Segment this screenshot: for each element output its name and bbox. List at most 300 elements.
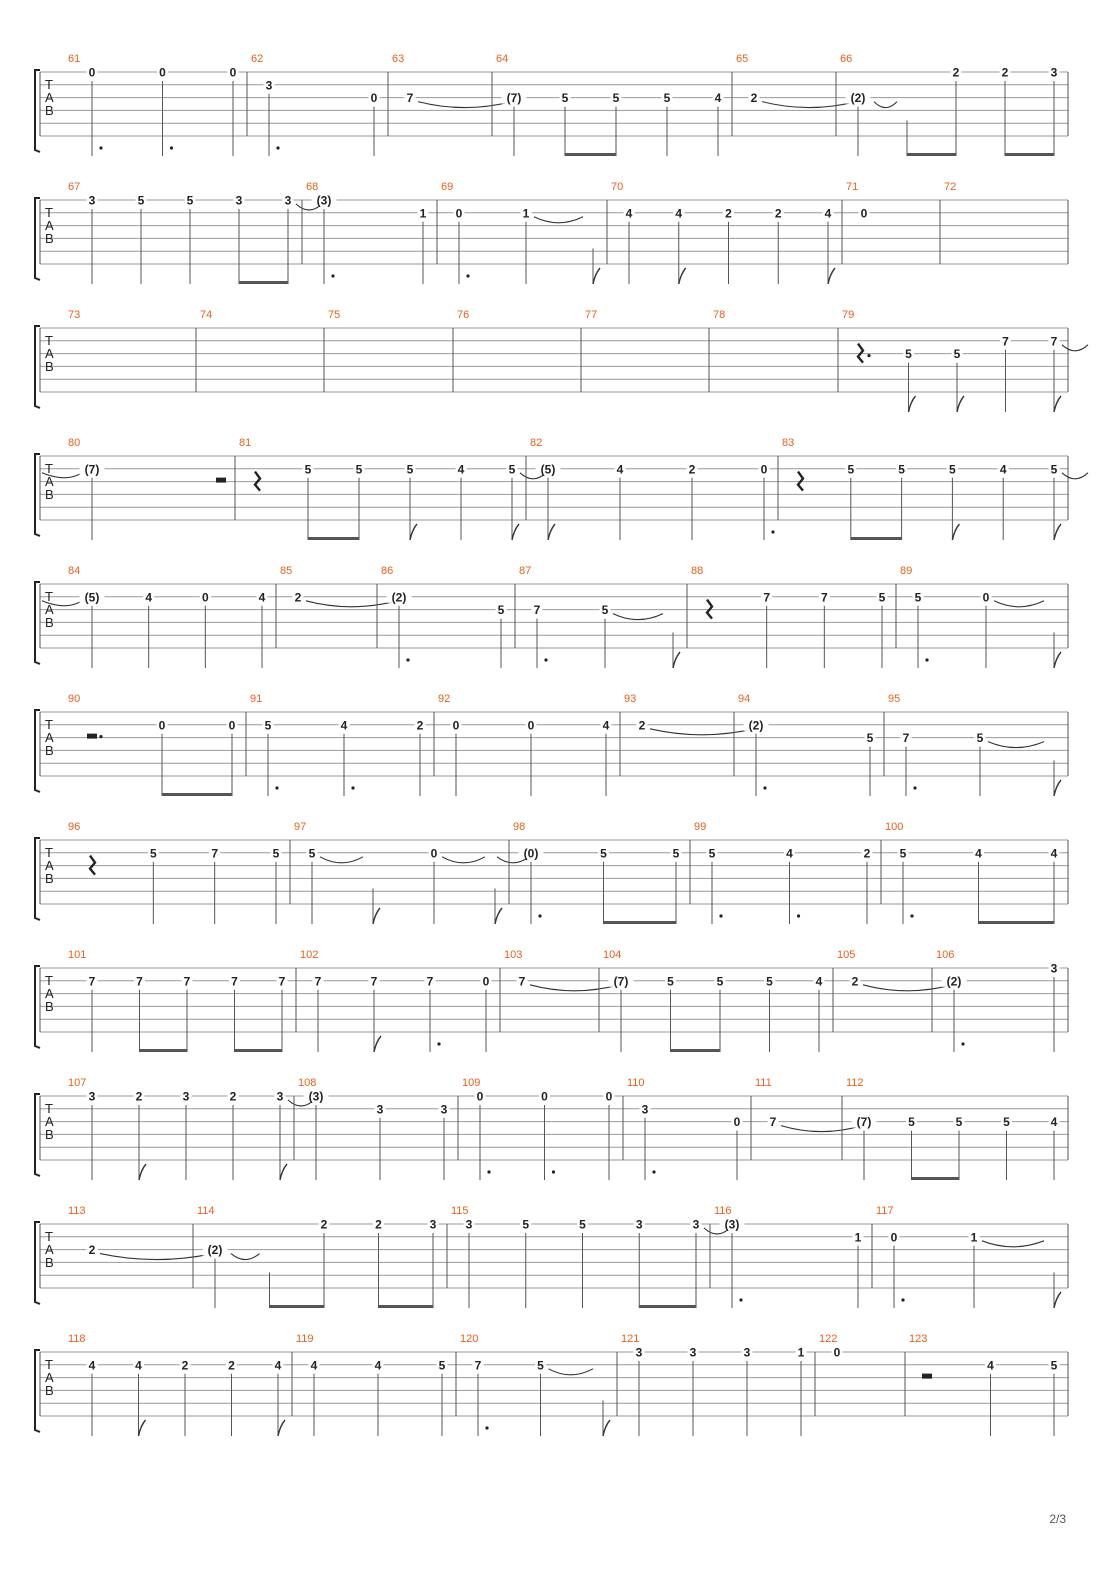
rhythm-dot <box>487 1170 490 1173</box>
tie <box>863 985 952 991</box>
measure-number: 71 <box>846 181 859 193</box>
fret-number: 5 <box>1050 462 1058 477</box>
tie <box>982 1241 1044 1247</box>
fret-number: (7) <box>506 91 522 106</box>
system-bracket <box>35 454 40 536</box>
rhythm-dot <box>437 1042 440 1045</box>
rest-half <box>922 1374 932 1379</box>
tab-system-svg <box>0 309 1110 442</box>
measure-number: 65 <box>736 53 749 65</box>
fret-number: 5 <box>406 462 414 477</box>
fret-number: 5 <box>264 718 272 733</box>
fret-number: 3 <box>376 1102 384 1117</box>
fret-number: 5 <box>508 462 516 477</box>
fret-number: 5 <box>708 846 716 861</box>
tab-clef-letter: A <box>45 1242 54 1257</box>
fret-number: 7 <box>136 974 143 989</box>
tab-system-svg <box>0 1205 1110 1338</box>
tab-system-svg <box>0 693 1110 826</box>
fret-number: 4 <box>1050 1115 1058 1130</box>
measure-number: 117 <box>876 1205 894 1217</box>
fret-number: 5 <box>537 1358 544 1373</box>
measure-number: 112 <box>846 1077 864 1089</box>
measure-number: 84 <box>68 565 81 577</box>
fret-number: 1 <box>970 1230 978 1245</box>
fret-number: 0 <box>605 1089 613 1104</box>
fret-number: 4 <box>786 846 793 861</box>
tab-system <box>0 181 1110 314</box>
fret-number: 3 <box>743 1345 751 1360</box>
measure-number: 98 <box>513 821 526 833</box>
tab-system-svg <box>0 437 1110 570</box>
tie <box>549 1369 594 1375</box>
fret-number: 2 <box>135 1089 143 1104</box>
fret-number: 5 <box>561 91 569 106</box>
measure-number: 67 <box>68 181 81 193</box>
fret-number: 0 <box>370 91 378 106</box>
fret-number: 5 <box>672 846 680 861</box>
fret-number: 4 <box>135 1358 142 1373</box>
tab-clef-letter: T <box>45 461 53 476</box>
fret-number: 1 <box>797 1345 805 1360</box>
rhythm-dot <box>170 146 173 149</box>
measure-number: 85 <box>280 565 293 577</box>
measure-number: 61 <box>68 53 81 65</box>
fret-number: 1 <box>854 1230 862 1245</box>
measure-number: 90 <box>68 693 81 705</box>
fret-number: 0 <box>982 590 990 605</box>
fret-number: 5 <box>847 462 855 477</box>
tab-clef-letter: T <box>45 973 53 988</box>
fret-number: 5 <box>438 1358 446 1373</box>
fret-number: 4 <box>274 1358 282 1373</box>
fret-number: 3 <box>635 1345 643 1360</box>
tab-system-svg <box>0 949 1110 1082</box>
fret-number: 5 <box>914 590 922 605</box>
tab-clef-letter: T <box>45 717 53 732</box>
rest-quarter <box>707 600 712 619</box>
tab-system <box>0 1077 1110 1210</box>
tab-clef-letter: B <box>45 103 54 118</box>
rhythm-dot <box>275 786 278 789</box>
fret-number: 2 <box>416 718 424 733</box>
measure-number: 99 <box>694 821 707 833</box>
fret-number: 3 <box>182 1089 190 1104</box>
note-flag <box>952 524 959 540</box>
fret-number: 5 <box>955 1115 963 1130</box>
tab-clef-letter: B <box>45 615 54 630</box>
fret-number: (7) <box>84 462 100 477</box>
note-flag <box>280 1164 287 1180</box>
measure-number: 93 <box>624 693 637 705</box>
fret-number: 0 <box>201 590 209 605</box>
tab-clef-letter: T <box>45 589 53 604</box>
fret-number: (3) <box>308 1089 324 1104</box>
rhythm-dot <box>719 914 722 917</box>
fret-number: 5 <box>355 462 363 477</box>
tab-clef-letter: A <box>45 90 54 105</box>
system-bracket <box>35 966 40 1048</box>
fret-number: 2 <box>638 718 646 733</box>
note-flag <box>374 1036 381 1052</box>
measure-number: 83 <box>782 437 795 449</box>
fret-number: 7 <box>533 603 541 618</box>
fret-number: 0 <box>860 206 868 221</box>
fret-number: 2 <box>688 462 696 477</box>
fret-number: 3 <box>692 1217 700 1232</box>
fret-number: 5 <box>1003 1115 1010 1130</box>
measure-number: 100 <box>885 821 904 833</box>
note-flag <box>139 1164 146 1180</box>
fret-number: 5 <box>716 974 724 989</box>
tab-system <box>0 949 1110 1082</box>
fret-number: 5 <box>149 846 157 861</box>
note-flag <box>139 1420 146 1436</box>
tie <box>320 857 363 863</box>
measure-number: 82 <box>530 437 543 449</box>
measure-number: 64 <box>496 53 509 65</box>
measure-number: 88 <box>691 565 704 577</box>
system-bracket <box>35 70 40 152</box>
measure-number: 110 <box>627 1077 645 1089</box>
measure-number: 122 <box>819 1333 838 1345</box>
measure-number: 94 <box>738 693 751 705</box>
system-bracket <box>35 1222 40 1304</box>
fret-number: 0 <box>228 718 236 733</box>
fret-number: 0 <box>833 1345 841 1360</box>
rhythm-dot <box>99 146 102 149</box>
tab-clef-letter: T <box>45 77 53 92</box>
fret-number: 4 <box>88 1358 96 1373</box>
tab-clef-letter: A <box>45 218 54 233</box>
tab-clef-letter: B <box>45 871 54 886</box>
fret-number: 7 <box>88 974 96 989</box>
measure-number: 66 <box>840 53 853 65</box>
tab-clef-letter: A <box>45 602 54 617</box>
fret-number: 7 <box>474 1358 482 1373</box>
fret-number: 4 <box>714 91 722 106</box>
fret-number: 4 <box>145 590 153 605</box>
fret-number: 4 <box>457 462 465 477</box>
rhythm-dot <box>538 914 541 917</box>
tab-clef-letter: B <box>45 359 54 374</box>
fret-number: 7 <box>370 974 378 989</box>
fret-number: 0 <box>229 65 237 80</box>
measure-number: 79 <box>842 309 855 321</box>
note-flag <box>603 1420 610 1436</box>
tab-system-svg <box>0 1333 1110 1466</box>
rhythm-dot <box>331 274 334 277</box>
tie <box>988 742 1044 748</box>
fret-number: 4 <box>1050 846 1058 861</box>
measure-number: 74 <box>200 309 213 321</box>
tie <box>100 1254 213 1260</box>
tie <box>613 614 663 620</box>
rhythm-dot <box>466 274 469 277</box>
tie <box>650 729 754 735</box>
measure-number: 108 <box>298 1077 317 1089</box>
rhythm-dot <box>276 146 279 149</box>
fret-number: 2 <box>320 1217 328 1232</box>
measure-number: 78 <box>713 309 726 321</box>
fret-number: 7 <box>518 974 526 989</box>
fret-number: 0 <box>760 462 768 477</box>
rhythm-dot <box>961 1042 964 1045</box>
fret-number: 2 <box>725 206 732 221</box>
rhythm-dot <box>544 658 547 661</box>
fret-number: (2) <box>946 974 962 989</box>
system-bracket <box>35 838 40 920</box>
measure-number: 111 <box>755 1077 772 1089</box>
system-bracket <box>35 710 40 792</box>
fret-number: 4 <box>374 1358 382 1373</box>
rhythm-dot <box>406 658 409 661</box>
fret-number: 5 <box>308 846 316 861</box>
tab-system-svg <box>0 1077 1110 1210</box>
note-flag <box>1054 1292 1061 1308</box>
page-number: 2/3 <box>1049 1512 1066 1526</box>
tab-system <box>0 437 1110 570</box>
rhythm-dot <box>351 786 354 789</box>
note-flag <box>679 268 686 284</box>
fret-number: 2 <box>774 206 782 221</box>
note-flag <box>828 268 835 284</box>
fret-number: 5 <box>663 91 671 106</box>
tie <box>534 217 583 223</box>
note-flag <box>410 524 417 540</box>
rhythm-dot <box>739 1298 742 1301</box>
fret-number: 5 <box>601 603 609 618</box>
fret-number: 5 <box>612 91 620 106</box>
rhythm-dot <box>652 1170 655 1173</box>
fret-number: 4 <box>602 718 610 733</box>
fret-number: 0 <box>430 846 438 861</box>
rhythm-dot <box>771 530 774 533</box>
fret-number: 3 <box>1050 65 1058 80</box>
fret-number: 1 <box>419 206 427 221</box>
measure-number: 109 <box>462 1077 481 1089</box>
fret-number: 4 <box>975 846 982 861</box>
fret-number: (2) <box>391 590 407 605</box>
measure-number: 115 <box>451 1205 469 1217</box>
fret-number: (0) <box>523 846 539 861</box>
measure-number: 81 <box>239 437 252 449</box>
measure-number: 63 <box>392 53 405 65</box>
fret-number: 2 <box>294 590 302 605</box>
fret-number: 5 <box>137 193 145 208</box>
tie <box>762 102 856 108</box>
fret-number: 2 <box>181 1358 189 1373</box>
measure-number: 75 <box>328 309 341 321</box>
measure-number: 105 <box>837 949 856 961</box>
tab-system <box>0 821 1110 954</box>
tab-system <box>0 53 1110 186</box>
measure-number: 96 <box>68 821 81 833</box>
tab-system <box>0 1333 1110 1466</box>
fret-number: 7 <box>902 731 910 746</box>
fret-number: 5 <box>272 846 280 861</box>
note-flag <box>1054 396 1061 412</box>
fret-number: 0 <box>541 1089 548 1104</box>
measure-number: 116 <box>714 1205 732 1217</box>
fret-number: 3 <box>88 193 96 208</box>
fret-number: (5) <box>540 462 556 477</box>
fret-number: 3 <box>465 1217 473 1232</box>
system-bracket <box>35 326 40 408</box>
measure-number: 123 <box>909 1333 928 1345</box>
note-flag <box>1054 780 1061 796</box>
fret-number: 5 <box>908 1115 915 1130</box>
rest-quarter <box>90 856 95 875</box>
fret-number: 2 <box>863 846 871 861</box>
measure-number: 120 <box>460 1333 479 1345</box>
fret-number: 7 <box>1002 334 1009 349</box>
fret-number: 0 <box>733 1115 741 1130</box>
fret-number: 3 <box>265 78 273 93</box>
rhythm-dot <box>797 914 800 917</box>
tie <box>530 985 619 991</box>
measure-number: 77 <box>585 309 598 321</box>
tab-clef-letter: B <box>45 743 54 758</box>
measure-number: 76 <box>457 309 470 321</box>
measure-number: 68 <box>306 181 319 193</box>
rhythm-dot <box>910 914 913 917</box>
tie <box>781 1126 862 1132</box>
fret-number: 7 <box>406 91 414 106</box>
tab-clef-letter: A <box>45 986 54 1001</box>
note-flag <box>278 1420 285 1436</box>
measure-number: 69 <box>441 181 454 193</box>
measure-number: 104 <box>603 949 622 961</box>
fret-number: 0 <box>482 974 490 989</box>
tab-clef-letter: B <box>45 1255 54 1270</box>
measure-number: 106 <box>936 949 955 961</box>
measure-number: 119 <box>296 1333 314 1345</box>
rhythm-dot <box>763 786 766 789</box>
rhythm-dot <box>913 786 916 789</box>
system-bracket <box>35 1350 40 1432</box>
tab-clef-letter: T <box>45 1229 53 1244</box>
fret-number: 4 <box>675 206 683 221</box>
fret-number: 7 <box>183 974 191 989</box>
measure-number: 95 <box>888 693 901 705</box>
tab-system-svg <box>0 181 1110 314</box>
fret-number: 2 <box>1001 65 1009 80</box>
fret-number: 7 <box>211 846 219 861</box>
tab-system <box>0 693 1110 826</box>
fret-number: 2 <box>228 1358 235 1373</box>
rhythm-dot <box>925 658 928 661</box>
note-flag <box>373 908 380 924</box>
fret-number: 5 <box>579 1217 586 1232</box>
fret-number: 5 <box>1050 1358 1058 1373</box>
measure-number: 101 <box>68 949 87 961</box>
fret-number: 2 <box>229 1089 237 1104</box>
fret-number: 4 <box>258 590 266 605</box>
fret-number: 5 <box>667 974 674 989</box>
fret-number: 5 <box>766 974 773 989</box>
measure-number: 118 <box>68 1333 86 1345</box>
fret-number: 2 <box>851 974 859 989</box>
tie <box>874 102 897 108</box>
fret-number: 5 <box>497 603 505 618</box>
note-flag <box>495 908 502 924</box>
tie <box>442 857 485 863</box>
fret-number: 0 <box>476 1089 484 1104</box>
tab-clef-letter: B <box>45 1127 54 1142</box>
note-flag <box>957 396 964 412</box>
rest-half <box>216 478 226 483</box>
fret-number: 7 <box>763 590 771 605</box>
tab-system <box>0 1205 1110 1338</box>
fret-number: 4 <box>616 462 624 477</box>
tie <box>1062 473 1088 479</box>
fret-number: 0 <box>890 1230 898 1245</box>
measure-number: 87 <box>519 565 532 577</box>
measure-number: 62 <box>251 53 264 65</box>
tab-system-svg <box>0 565 1110 698</box>
fret-number: 0 <box>88 65 96 80</box>
measure-number: 72 <box>944 181 957 193</box>
system-bracket <box>35 1094 40 1176</box>
tab-system <box>0 309 1110 442</box>
fret-number: 3 <box>1050 961 1058 976</box>
fret-number: 3 <box>689 1345 697 1360</box>
tie <box>1062 345 1088 351</box>
fret-number: 3 <box>641 1102 649 1117</box>
note-flag <box>673 652 680 668</box>
fret-number: 3 <box>635 1217 643 1232</box>
fret-number: 4 <box>815 974 823 989</box>
fret-number: 5 <box>522 1217 530 1232</box>
fret-number: 0 <box>452 718 460 733</box>
tie <box>231 1254 260 1260</box>
fret-number: 4 <box>625 206 633 221</box>
fret-number: 3 <box>429 1217 437 1232</box>
fret-number: 3 <box>235 193 243 208</box>
fret-number: 0 <box>159 65 166 80</box>
tab-clef-letter: T <box>45 205 53 220</box>
tab-clef-letter: T <box>45 1101 53 1116</box>
fret-number: 2 <box>88 1243 96 1258</box>
measure-number: 121 <box>621 1333 640 1345</box>
fret-number: 5 <box>304 462 312 477</box>
fret-number: 3 <box>284 193 292 208</box>
tab-system-svg <box>0 821 1110 954</box>
fret-number: 3 <box>440 1102 448 1117</box>
fret-number: 5 <box>953 347 961 362</box>
rest-half-dotted <box>87 734 103 739</box>
note-flag <box>1054 524 1061 540</box>
fret-number: 5 <box>186 193 194 208</box>
rhythm-dot <box>552 1170 555 1173</box>
fret-number: 7 <box>278 974 286 989</box>
fret-number: 2 <box>375 1217 382 1232</box>
fret-number: 5 <box>905 347 912 362</box>
fret-number: 4 <box>999 462 1007 477</box>
fret-number: (2) <box>748 718 764 733</box>
tab-clef-letter: T <box>45 1357 53 1372</box>
fret-number: 7 <box>426 974 434 989</box>
tab-clef-letter: B <box>45 1383 54 1398</box>
fret-number: 5 <box>878 590 886 605</box>
fret-number: 7 <box>769 1115 777 1130</box>
fret-number: 5 <box>866 731 874 746</box>
measure-number: 114 <box>197 1205 215 1217</box>
fret-number: 0 <box>158 718 166 733</box>
measure-number: 86 <box>381 565 394 577</box>
measure-number: 102 <box>300 949 319 961</box>
